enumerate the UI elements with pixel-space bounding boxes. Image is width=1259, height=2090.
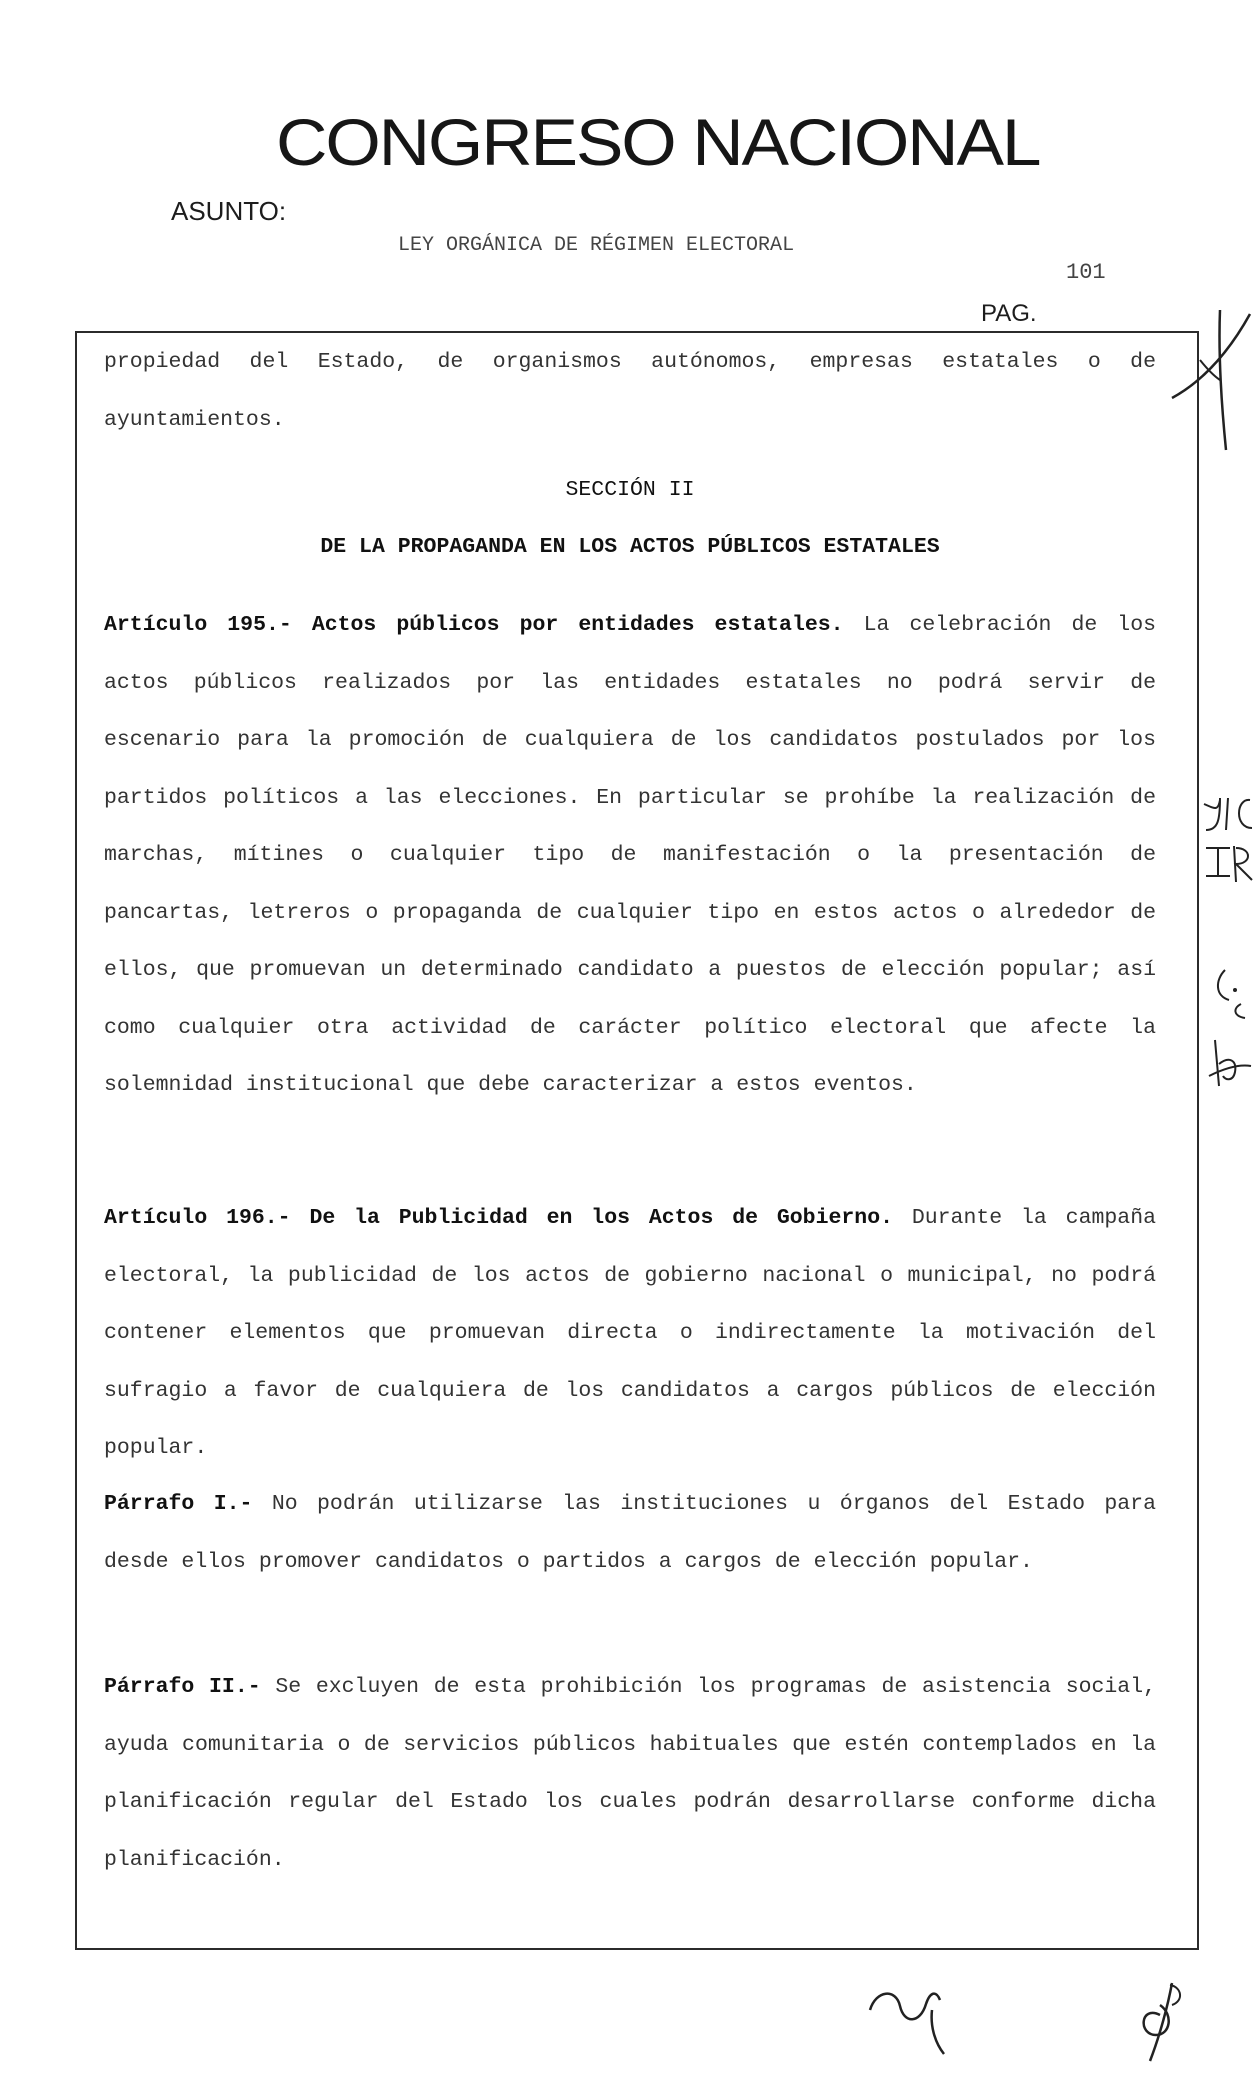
paragraph-1-heading: Párrafo I.- [104,1492,253,1516]
handwritten-signature-margin [1205,960,1255,1100]
article-196-text: Durante la campaña electoral, la publicidad de los actos de gobierno nacional o municipal, no podrá contener elementos que promuevan directa o indirectamente la motivación del sufragio a favor de cualquiera de los candidatos a cargos públicos de elección popular. [104,1206,1156,1460]
article-196-heading: Artículo 196.- De la Publicidad en los Actos de Gobierno. [104,1206,893,1230]
page-number: 101 [1066,260,1106,285]
paragraph-2 [104,1659,1156,1889]
header-title: CONGRESO NACIONAL [276,105,1040,179]
handwritten-initial-bottom-right [1120,1975,1200,2065]
article-196 [104,1190,1156,1478]
paragraph-2-text: Se excluyen de esta prohibición los programas de asistencia social, ayuda comunitaria o de servicios públicos habituales que estén contemplados en la planificación regular del Estado los cuales podrán desarrollarse conforme dicha planificación. [104,1675,1157,1872]
section-subtitle: DE LA PROPAGANDA EN LOS ACTOS PÚBLICOS ESTATALES [320,535,940,559]
asunto-label: ASUNTO: [171,196,287,226]
document-subject: LEY ORGÁNICA DE RÉGIMEN ELECTORAL [398,234,795,257]
handwritten-initials-jc-ir [1200,790,1256,900]
article-195-text: La celebración de los actos públicos realizados por las entidades estatales no podrá servir de escenario para la promoción de cualquiera de los candidatos postulados por los partidos políticos a las elecciones. En particular se prohíbe la realización de marchas, mítines o cualquier tipo de manifestación o la presentación de pancartas, letreros o propaganda de cualquier tipo en estos actos o alrededor de ellos, que promuevan un determinado candidato a puestos de elección popular; así como cualquier otra actividad de carácter político electoral que afecte la solemnidad institucional que debe caracterizar a estos eventos. [104,613,1156,1097]
handwritten-initial-bottom-left [860,1970,980,2060]
paragraph-1 [104,1476,1156,1591]
paragraph-2-heading: Párrafo II.- [104,1675,261,1699]
intro-paragraph: propiedad del Estado, de organismos autónomos, empresas estatales o de ayuntamientos. [104,350,1156,432]
pag-label: PAG. [981,300,1037,327]
article-195-heading: Artículo 195.- Actos públicos por entidades estatales. [104,613,844,637]
paragraph-1-text: No podrán utilizarse las instituciones u órganos del Estado para desde ellos promover candidatos o partidos a cargos de elección popular. [104,1492,1156,1574]
handwritten-initial-mark [1160,300,1256,460]
section-title: SECCIÓN II [565,478,695,502]
article-195 [104,597,1156,1115]
